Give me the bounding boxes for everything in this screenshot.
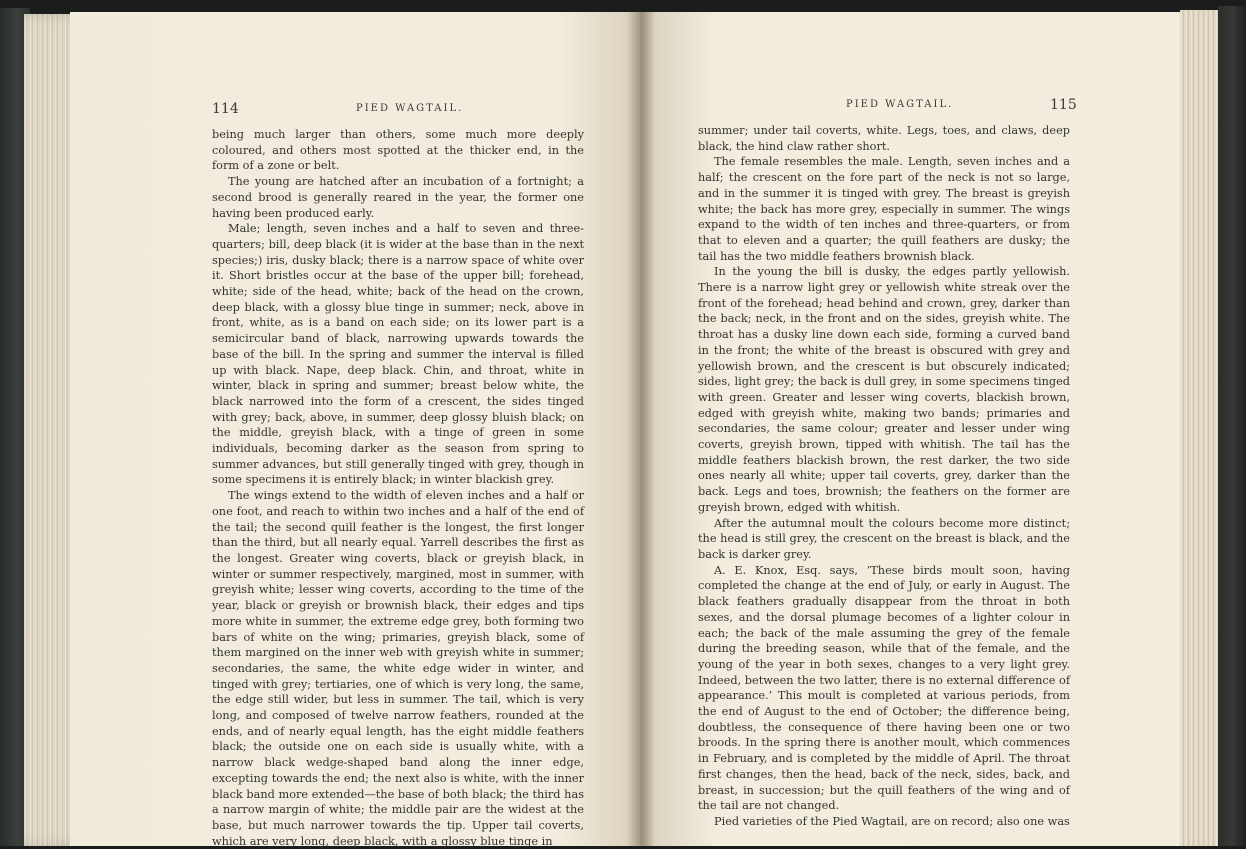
right-paragraph: Pied varieties of the Pied Wagtail, are on record; also one was bbox=[714, 814, 1070, 828]
left-running-head: PIED WAGTAIL. bbox=[356, 103, 464, 114]
right-paragraph: In the young the bill is dusky, the edges partly yellowish. There is a narrow light grey or yellowish white streak over the front of the forehead; head behind and crown, grey, darker than the back; neck, in the front and on the sides, greyish white. The throat has a dusky line down each side, forming a curved band in the front; the white of the breast is obscured with grey and yellowish brown, and the crescent is but obscurely indicated; sides, light grey; the back is dull grey, in some specimens tinged with green. Greater and lesser wing coverts, blackish brown, edged with greyish white, making two bands; primaries and secondaries, the same colour; greater and lesser under wing coverts, greyish brown, tipped with whitish. The tail has the middle feathers blackish brown, the rest darker, the two side ones nearly all white; upper tail coverts, grey, darker than the back. Legs and toes, brownish; the feathers on the former are greyish brown, edged with whitish. bbox=[698, 265, 1070, 514]
right-paragraph: A. E. Knox, Esq. says, ‘These birds moult soon, having completed the change at the end of July, or early in August. The black feathers gradually disappear from the throat in both sexes, and the dorsal plumage becomes of a lighter colour in each; the back of the male assuming the grey of the female during the breeding season, while that of the female, and the young of the year in both sexes, changes to a very light grey. Indeed, between the two latter, there is no external difference of appearance.’ This moult is completed at various periods, from the end of August to the end of October; the difference being, doubtless, the consequence of there having been one or two broods. In the spring there is another moult, which commences in February, and is completed by the middle of April. The throat first changes, then the head, back of the neck, sides, back, and breast, in succession; but the quill feathers of the wing and of the tail are not changed. bbox=[698, 563, 1070, 813]
right-cover-edge bbox=[1218, 6, 1246, 846]
left-paragraph: Male; length, seven inches and a half to seven and three-quarters; bill, deep black (it is wider at the base than in the next species;) iris, dusky black; there is a narrow space of white over it. Short bristles occur at the base of the upper bill; forehead, white; side of the head, white; back of the head on the crown, deep black, with a glossy blue tinge in summer; neck, above in front, white, as is a band on each side; on its lower part is a semicircular band of black, narrowing upwards towards the base of the bill. In the spring and summer the interval is filled up with black. Nape, deep black. Chin, and throat, white in winter, black in spring and summer; breast below white, the black narrowed into the form of a crescent, the sides tinged with grey; back, above, in summer, deep glossy bluish black; on the middle, greyish black, with a tinge of green in some individuals, becoming darker as the season from spring to summer advances, but still generally tinged with grey, though in some specimens it is entirely black; in winter blackish grey. bbox=[212, 222, 584, 487]
left-page-text bbox=[212, 127, 584, 849]
left-paragraph: The young are hatched after an incubation of a fortnight; a second brood is generally reared in the year, the former one having been produced early. bbox=[212, 175, 584, 220]
right-running-head: PIED WAGTAIL. bbox=[846, 99, 954, 110]
left-page-number: 114 bbox=[212, 101, 239, 117]
left-paragraph: The wings extend to the width of eleven inches and a half or one foot, and reach to within two inches and a half of the end of the tail; the second quill feather is the longest, the first longer than the third, but all nearly equal. Yarrell describes the first as the longest. Greater wing coverts, black or greyish black, in winter or summer respectively, margined, most in summer, with greyish white; lesser wing coverts, according to the time of the year, black or greyish or brownish black, their edges and tips more white in summer, the extreme edge grey, both forming two bars of white on the wing; primaries, greyish black, some of them margined on the inner web with greyish white in summer; secondaries, the same, the white edge wider in winter, and tinged with grey; tertiaries, one of which is very long, the same, the edge still wider, but less in summer. The tail, which is very long, and composed of twelve narrow feathers, rounded at the ends, and of nearly equal length, has the eight middle feathers black; the outside one on each side is usually white, with a narrow black wedge-shaped band along the inner edge, excepting towards the end; the next also is white, with the inner black band more extended—the base of both black; the third has a narrow margin of white; the middle pair are the widest at the base, but much narrower towards the tip. Upper tail coverts, which are very long, deep black, with a glossy blue tinge in bbox=[212, 489, 584, 848]
right-page-text bbox=[698, 123, 1070, 830]
book-gutter bbox=[628, 12, 654, 846]
right-paragraph: summer; under tail coverts, white. Legs, toes, and claws, deep black, the hind claw rather short. bbox=[698, 124, 1070, 153]
right-page-stack bbox=[1180, 10, 1222, 846]
right-paragraph: After the autumnal moult the colours become more distinct; the head is still grey, the crescent on the breast is black, and the back is darker grey. bbox=[698, 516, 1070, 561]
right-paragraph: The female resembles the male. Length, seven inches and a half; the crescent on the fore part of the neck is not so large, and in the summer it is tinged with grey. The breast is greyish white; the back has more grey, especially in summer. The wings expand to the width of ten inches and three-quarters, or from that to eleven and a quarter; the quill feathers are dusky; the tail has the two middle feathers brownish black. bbox=[698, 155, 1070, 263]
left-paragraph: being much larger than others, some much more deeply coloured, and others most spotted at the thicker end, in the form of a zone or belt. bbox=[212, 128, 584, 173]
right-page-number: 115 bbox=[1050, 97, 1077, 113]
